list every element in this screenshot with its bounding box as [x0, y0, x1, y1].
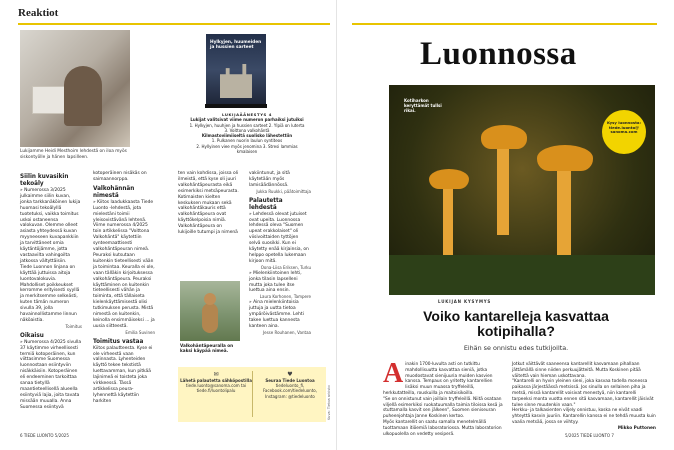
mushroom-stem [557, 167, 571, 257]
photo-credit: Kuva: Tietoa arkisto [327, 385, 331, 420]
letter-body: » Kiitos laadukkaasta Tiede Luonto -lehdestä, jota mielestäni toimii yleisovistävänä lehtenä. [93, 199, 154, 223]
article-body: Jotkut väittävät saaneensa kantarellit kasvamaan pihallaan jättämällä sinne niiden perkuujätteitä. Mutta Koskinen pitää väitettä vain hieman uskottavana. [512, 362, 641, 379]
poll-title: Lukijat valitsivat viime numeron parhaiksi jutuiksi [190, 117, 304, 123]
magazine-cover [206, 34, 266, 106]
mushroom-stem [443, 185, 453, 265]
feedback-heading: Lähetä palautetta sähköpostilla [180, 378, 252, 383]
letter-signature: Emilia Suvinen [125, 329, 155, 335]
letter-body: » Numerossa 3/2025 julkaimme siilin kuvan, jonka tarkkanäköinen lukija huomasi tekoälyllä tuotetuksi, vaikka toimitus uskoi ostaneensa valokuvan. Olemme olleet asiasta yhteydessä kuvan myyneeseen kuvapankkiin ja tarvittäneet omia käytäntöjämme, jotta vastaavilta vahingoilta jatkossa vältyttäisiin. [20, 188, 81, 264]
drop-cap: A [383, 358, 404, 389]
section-title: Reaktiot [18, 7, 59, 19]
poll-item: 1. Hylkyjen, huuhjen ja hussien sarteet 2. Ylpiä on luterta [189, 122, 305, 128]
article-body: Myös kantarellit on saatu samalla menetelmällä tuottamaan itiöemiä laboratoriossa. Mutta laboratorion ulkopuolella on vedetty vesiperä. [383, 419, 502, 437]
letter-body: Kiitos palautteesta. Kyse ei ole virheestä vaan valinnasta. Lyhenteiden käyttö tekee tekstistä luettavamman, kun pitkää lajinimeä ei toisteta joka virkkeessä. Tässä artikkelissa peura-lyhennettä käytettiin harkiten [93, 345, 153, 404]
letter-heading: Siilin kuvasikin tekoäly [20, 174, 69, 187]
letters-column-1 [20, 171, 82, 411]
letter-signature: Jesse Rouhanen, Vantaa [262, 329, 311, 335]
cover-text: Hylkyjen, huumeiden ja hussien sarteet [210, 40, 262, 51]
letter-heading: Toimitus vastaa [93, 338, 144, 345]
letters-column-4 [249, 171, 311, 336]
photo-caption: Lukijamme Heidi Mesthoim lehdestä on iloa myös siskontyölle ja hänen lapsilleen. [20, 149, 127, 160]
moss-ground [389, 255, 655, 295]
deer-photo [180, 281, 240, 341]
letter-signature: Jukka Ruukki, päätoimittaja [256, 188, 311, 194]
cover-bar [205, 104, 267, 108]
follow-heading: Seuraa Tiede Luontoa [265, 378, 315, 383]
photo-label: Kotiharkon keryttämät tullsi rikai. [404, 98, 442, 113]
article-kicker: LUKIJAN KYSYMYS [438, 299, 492, 304]
follow-box [254, 371, 326, 399]
mushroom-stem [497, 145, 509, 235]
mushroom-cap [481, 125, 527, 149]
page-title: Luonnossa [420, 36, 577, 72]
poll-head: LUKIJAÄÄNESTYS 4 [221, 112, 273, 117]
letters-column-2 [93, 171, 155, 405]
box-divider [252, 371, 253, 417]
deer-head-shape [204, 293, 216, 305]
letter-body: vakiintunut, ja sitä käytetään myös lamisäädännössä. [249, 171, 290, 188]
person-shape [64, 66, 102, 126]
heart-icon: ♥ [287, 371, 293, 378]
letter-signature: Toimitus [65, 323, 82, 329]
letter-body: » Aina mielenkiintoisia juttuja ja uutta tietoa ympäröivästämme. Lehti takee luettua kannesta kanteen aina. [249, 300, 304, 329]
letter-body: » Lehdessä olevat jutuiset ovat upeita. Luonnossa lehdessä oleva "Suomen upeat erakkolaiset" oli viisivoittaiden tyttöjen selvä suosikki. Kun ei käytetty enää kirjainsia, on helppo opetella lukemaan kirjoon mitä. [249, 211, 309, 264]
letter-body: Kotimaisten kielten keskuksen mukaan sekä valkohäntäkauris että valkohäntäpeura ovat käyttökelpoisia nimiä. Valkohäntäpeura on lukijoille tutumpi ja nimenä [178, 194, 238, 236]
article-subhead: Eihän se onnistu edes tutkijoilta. [463, 344, 569, 352]
poll-item: 3. Voittona valkohäntä [224, 127, 270, 133]
left-footer: 6 TIEDE LUONTO 5/2025 [20, 433, 69, 438]
letter-body: Tiede Luonnon linjana on käyttää juttuissa aitoja luontovalokuvia. Mahdolliset poikkeukset kerromme erityisesti syyllä ja merkitsemme selkeästi, kuten tämän numeron sivulla 39, jolla havainnollistamme linnun näköaistia. [20, 264, 80, 323]
castle-icon [220, 64, 252, 98]
letter-signature: Laura Korhonen, Tampere [259, 294, 311, 300]
letter-body: kotoperäinen nisäkäs on saimaannorppa. [93, 171, 147, 182]
feedback-box [180, 371, 252, 394]
article-signature: Mikko Puttonen [617, 425, 656, 431]
top-rule [352, 23, 657, 25]
letter-body: » Numerossa 4/2025 sivulla 37 käytimme virheellisesti termiä kotoperäinen, kun viittasimme Suomessa luonnostaan esiintyviin nisäkkäisiin. Kotoperäinen eli endeeminen tarkoittaa sanaa tietyllä maantieteellisellä alueella esiintyviä lajia, joita tavata missään muualla. Anna Suomessa esiintyvä [20, 339, 82, 410]
letter-signature: Oona-Liisa Eriksen, Turku [260, 264, 311, 270]
letter-heading: Palautetta lehdestä [249, 197, 283, 211]
article-column-1 [383, 358, 503, 437]
mushroom-cap [537, 145, 593, 171]
article-body: Herkku- ja talkasienten viljely onnistuu, koska ne eivät vaadi yhteyttä kasvin juuriin. Kantarellin kanssa ei ne tehdä muusta kuin vaalia metsää, jossa se viihtyy. [512, 408, 656, 425]
mushroom-cap [429, 169, 469, 189]
letter-heading: Valkohännän nimestä [93, 185, 135, 199]
poll-item: 1. Pulkanen nuorin laulun syntiteos [211, 138, 283, 144]
section-rule [18, 23, 330, 25]
poll-item: 2. Hyllyinen viee myös jenomina 3. Stresi lammias kmalaisen [196, 143, 298, 155]
magazine-shape [32, 86, 68, 114]
letters-column-3 [178, 171, 240, 236]
page-gutter [336, 0, 337, 450]
sticker-text: Kysy luonnosta: tiede.luonto@ sanoma.com [606, 120, 641, 135]
feedback-text[interactable]: tiede.luonto@sanoma.com tai tiede.fi/luontolipalu [185, 383, 247, 394]
letter-body: » Mielenkiintoinen lehti, jonka tilasin lapselleni mutta joka tulee itse luettua aina ensin. [249, 270, 302, 294]
deer-body-shape [202, 303, 218, 333]
poll-item: Kilmastoviimiiseltä suolisko lähestettiin [201, 133, 293, 139]
mail-icon: ✉ [213, 371, 219, 378]
letter-body: ten vain kohdissa, joissa oli ilmeistä, että kyse oli juuri valkohäntäpeurasta eikä esimerkiksi metsäpeurasta. [178, 171, 239, 194]
reader-photo [20, 30, 130, 147]
article-body: inakin 1700-luvulta asti on tutkittu mahdollisuutta kasvattaa sieniä, jotka muodostavat sienijuuria muiden kasvien kanssa. Tempaus on yritetty kantarellien lisäksi muun muassa tryffeleillä, herkkutatteilla, rouskuilla ja maitoisikoilla. [383, 362, 493, 396]
right-footer: 5/2025 TIEDE LUONTO 7 [565, 433, 614, 438]
follow-text[interactable]: tiedeluonto_fi, Facebook.com/tiedeluonto, Instagram: @tiedeluonto [262, 383, 317, 399]
article-body: "Se on onnistunut vain joillain tryffeleillä. Niitä osataan viljellä esimerkiksi ruokatuumalla taimia tiloissa kesä ja stuttamalla kasvit sen jälkeen", Suomen sieniseuran puheenjohtaja Janne Koskinen kertoo. [383, 396, 503, 420]
deer-caption: Valkohäntäpeuralla on kaksi käypää nimeä. [180, 343, 234, 354]
article-body: "Kantarelli on hyvin yleinen sieni, joka kasvaa todella monessa paikassa järjestäässä metsissä. Jos sinulla on sellainen piha ja metsä, missä kantarellit voisivat menestyä, niin kantarelli tarpeeksi monta vuotta ennen sitä kasvamaan, kantarellit jäisivät tulee sinne muutenkin vaan." [512, 379, 654, 408]
letter-body: Viime numerossa 4/2025 toin artikkelissa "Voittona Valkohäntä" käytettiin synteemaattisesti valkohäntäpeuran nimeä. Peuraksi kutsutaan kuitenkin tieteellisesti vään ja toimintaa. Keuralla ei ole, vaan tälläkin kirjoituksessa valkohäntäpeura. Peuraksi käyttäminen on kuitenkin tieteellisesti vähän ja toiminta, että tällaiseta kielenkäyttämisestä olisi tutkimuksen perusta. Mistä nimestä on kuitenkin, keinolla ensimmäiseksi ... ja uusia siitteestä. [93, 223, 155, 329]
letter-heading: Oikaisu [20, 332, 44, 339]
reader-poll [188, 112, 306, 154]
ask-sticker[interactable] [602, 110, 646, 154]
article-column-2 [512, 362, 656, 432]
article-headline: Voiko kantarelleja kasvattaa kotipihalla? [423, 308, 609, 339]
